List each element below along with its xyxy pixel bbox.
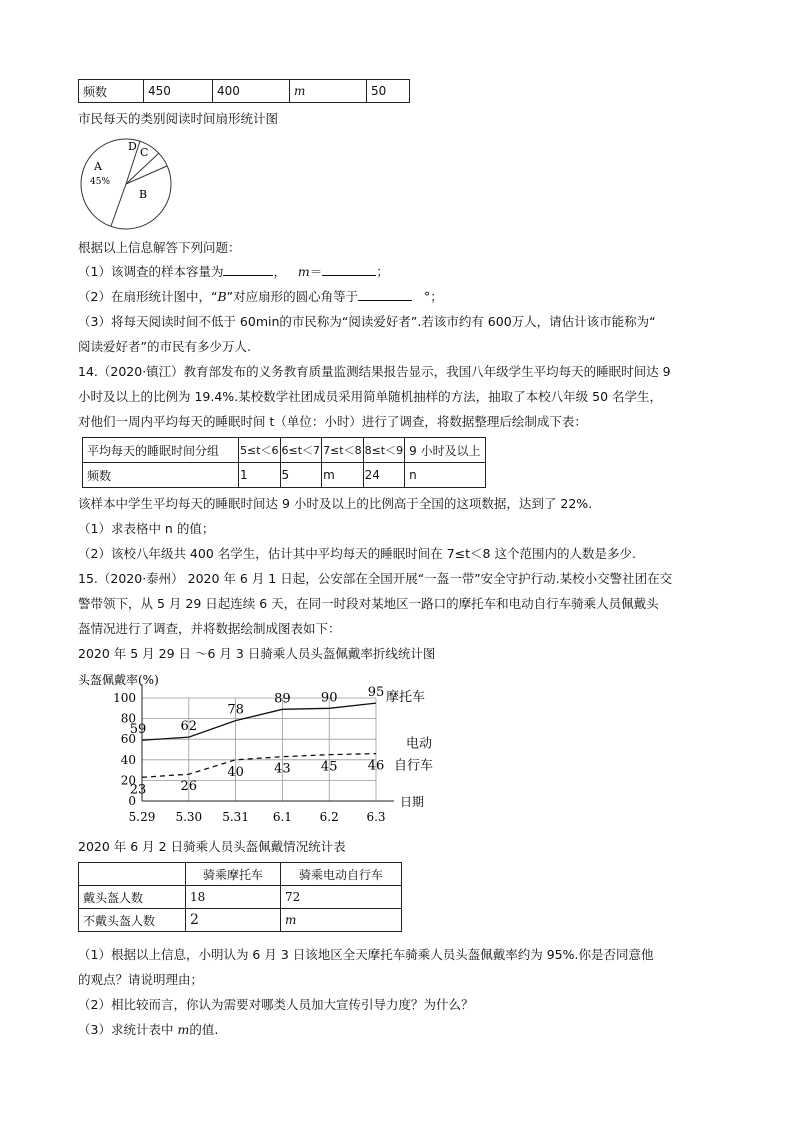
variable-m: m bbox=[177, 1022, 190, 1037]
q14-part1: （1）求表格中 n 的值； bbox=[78, 521, 215, 536]
answer-blank bbox=[223, 263, 273, 276]
x-tick-label: 5.29 bbox=[128, 810, 156, 824]
data-label: 45 bbox=[320, 759, 338, 775]
table-cell: 450 bbox=[144, 80, 213, 103]
text: 的值. bbox=[189, 1022, 219, 1037]
helmet-table bbox=[78, 862, 402, 932]
table-cell: 5 bbox=[280, 463, 322, 488]
q15-line1: 15.（2020·泰州） 2020 年 6 月 1 日起，公安部在全国开展“一盔一带”安全守护行动.某校小交警社团在交 bbox=[78, 571, 673, 586]
pie-label-b: B bbox=[139, 188, 148, 201]
variable-b: B bbox=[217, 289, 227, 304]
data-label: 40 bbox=[227, 764, 244, 780]
text: °； bbox=[424, 289, 443, 304]
q15-line2: 警带领下，从 5 月 29 日起连续 6 天，在同一时段对某地区一路口的摩托车和电动自行车骑乘人员佩戴头 bbox=[78, 596, 659, 611]
table-cell: 7≤t＜8 bbox=[322, 438, 364, 463]
table-cell: 24 bbox=[363, 463, 405, 488]
q15-part1-line2: 的观点？请说明理由； bbox=[78, 972, 204, 987]
x-tick-label: 5.31 bbox=[222, 810, 249, 824]
table-cell: 戴头盔人数 bbox=[79, 886, 186, 909]
data-label: 95 bbox=[367, 685, 385, 701]
table-cell: m bbox=[281, 909, 402, 932]
table-cell: 2 bbox=[186, 909, 281, 932]
x-tick-label: 6.2 bbox=[319, 810, 339, 824]
data-label: 90 bbox=[320, 690, 338, 706]
pie-chart-title: 市民每天的类别阅读时间扇形统计图 bbox=[78, 111, 279, 126]
y-tick-label: 80 bbox=[120, 711, 136, 726]
x-tick-label: 6.1 bbox=[272, 810, 292, 824]
y-tick-label: 0 bbox=[128, 794, 136, 808]
top-frequency-table bbox=[78, 79, 410, 103]
variable-m: m bbox=[297, 264, 310, 279]
table-cell: n bbox=[405, 463, 486, 488]
pie-label-c: C bbox=[140, 146, 149, 159]
data-label: 26 bbox=[180, 779, 198, 795]
q13-part3-line2: 阅读爱好者”的市民有多少万人. bbox=[78, 339, 251, 354]
y-tick-label: 100 bbox=[113, 691, 136, 705]
table-cell: 5≤t＜6 bbox=[239, 438, 281, 463]
x-tick-label: 5.30 bbox=[175, 810, 203, 824]
y-tick-label: 20 bbox=[120, 773, 136, 788]
table-cell: 频数 bbox=[79, 80, 144, 103]
table-cell: 400 bbox=[213, 80, 290, 103]
q14-part2: （2）该校八年级共 400 名学生，估计其中平均每天的睡眠时间在 7≤t＜8 这个范围内的人数是多少. bbox=[78, 546, 636, 561]
table-cell: 9 小时及以上 bbox=[405, 438, 486, 463]
series-line-2 bbox=[142, 754, 376, 778]
text: （2）在扇形统计图中，“ bbox=[78, 289, 218, 304]
x-axis-label: 日期 bbox=[400, 795, 425, 809]
text: （1）该调查的样本容量为 bbox=[78, 264, 224, 279]
q15-table-title: 2020 年 6 月 2 日骑乘人员头盔佩戴情况统计表 bbox=[78, 839, 346, 854]
q14-line4: 该样本中学生平均每天的睡眠时间达 9 小时及以上的比例高于全国的这项数据，达到了 22%. bbox=[78, 496, 593, 511]
table-cell: 8≤t＜9 bbox=[363, 438, 405, 463]
data-label: 59 bbox=[129, 722, 147, 738]
text: （3）求统计表中 bbox=[78, 1022, 174, 1037]
table-cell: 频数 bbox=[83, 463, 239, 488]
data-label: 78 bbox=[227, 702, 244, 718]
q14-line1: 14.（2020·镇江）教育部发布的义务教育质量监测结果报告显示，我国八年级学生平均每天的睡眠时间达 9 bbox=[78, 364, 671, 379]
q15-line3: 盔情况进行了调查，并将数据绘制成图表如下： bbox=[78, 621, 341, 636]
pie-label-d: D bbox=[128, 140, 137, 153]
y-tick-label: 40 bbox=[120, 752, 136, 767]
q13-part1 bbox=[78, 263, 389, 281]
table-cell: 6≤t＜7 bbox=[280, 438, 322, 463]
answer-blank bbox=[322, 263, 376, 276]
legend-motorcycle: 摩托车 bbox=[386, 690, 426, 706]
pie-chart bbox=[76, 134, 176, 234]
table-cell: 不戴头盔人数 bbox=[79, 909, 186, 932]
table-cell: 50 bbox=[367, 80, 410, 103]
data-label: 43 bbox=[274, 761, 291, 777]
helmet-rate-line-chart bbox=[76, 668, 446, 828]
data-label: 89 bbox=[274, 691, 291, 707]
legend-ebike-1: 电动 bbox=[406, 736, 433, 752]
answer-blank bbox=[358, 288, 412, 301]
table-cell: 18 bbox=[186, 886, 281, 909]
table-cell: m bbox=[322, 463, 364, 488]
q14-line2: 小时及以上的比例为 19.4%.某校数学社团成员采用简单随机抽样的方法，抽取了本校八年级 50 名学生， bbox=[78, 389, 663, 404]
table-cell: 骑乘摩托车 bbox=[186, 863, 281, 886]
text: ， bbox=[273, 264, 286, 279]
data-label: 46 bbox=[367, 758, 385, 774]
sleep-time-table bbox=[82, 437, 486, 488]
q13-part2 bbox=[78, 288, 443, 306]
table-cell bbox=[79, 863, 186, 886]
table-cell: m bbox=[290, 80, 367, 103]
table-cell: 1 bbox=[239, 463, 281, 488]
q15-part1-line1: （1）根据以上信息，小明认为 6 月 3 日该地区全天摩托车骑乘人员头盔佩戴率约为 95%.你是否同意他 bbox=[78, 947, 654, 962]
data-label: 23 bbox=[129, 782, 147, 798]
table-cell: 72 bbox=[281, 886, 402, 909]
x-tick-label: 6.3 bbox=[366, 810, 386, 824]
text: ”对应扇形的圆心角等于 bbox=[226, 289, 359, 304]
table-cell: 平均每天的睡眠时间分组 bbox=[83, 438, 239, 463]
q15-part3 bbox=[78, 1021, 218, 1039]
text: ； bbox=[376, 264, 389, 279]
q15-chart-title: 2020 年 5 月 29 日 ～6 月 3 日骑乘人员头盔佩戴率折线统计图 bbox=[78, 646, 436, 661]
pie-label-a: A bbox=[94, 160, 102, 173]
pie-label-a-percent: 45% bbox=[90, 177, 111, 187]
y-axis-label: 头盔佩戴率(%) bbox=[78, 673, 159, 687]
legend-ebike-2: 自行车 bbox=[394, 758, 434, 774]
q13-part3-line1: （3）将每天阅读时间不低于 60min的市民称为“阅读爱好者”.若该市约有 600万人，请估计该市能称为“ bbox=[78, 314, 656, 329]
q15-part2: （2）相比较而言，你认为需要对哪类人员加大宣传引导力度？为什么？ bbox=[78, 997, 474, 1012]
q14-line3: 对他们一周内平均每天的睡眠时间 t（单位：小时）进行了调查，将数据整理后绘制成下表： bbox=[78, 414, 587, 429]
table-cell: 骑乘电动自行车 bbox=[281, 863, 402, 886]
series-line-1 bbox=[142, 703, 376, 740]
text: ＝ bbox=[309, 264, 323, 279]
data-label: 62 bbox=[180, 719, 198, 735]
y-tick-label: 60 bbox=[120, 732, 136, 747]
q13-intro: 根据以上信息解答下列问题： bbox=[78, 240, 241, 255]
